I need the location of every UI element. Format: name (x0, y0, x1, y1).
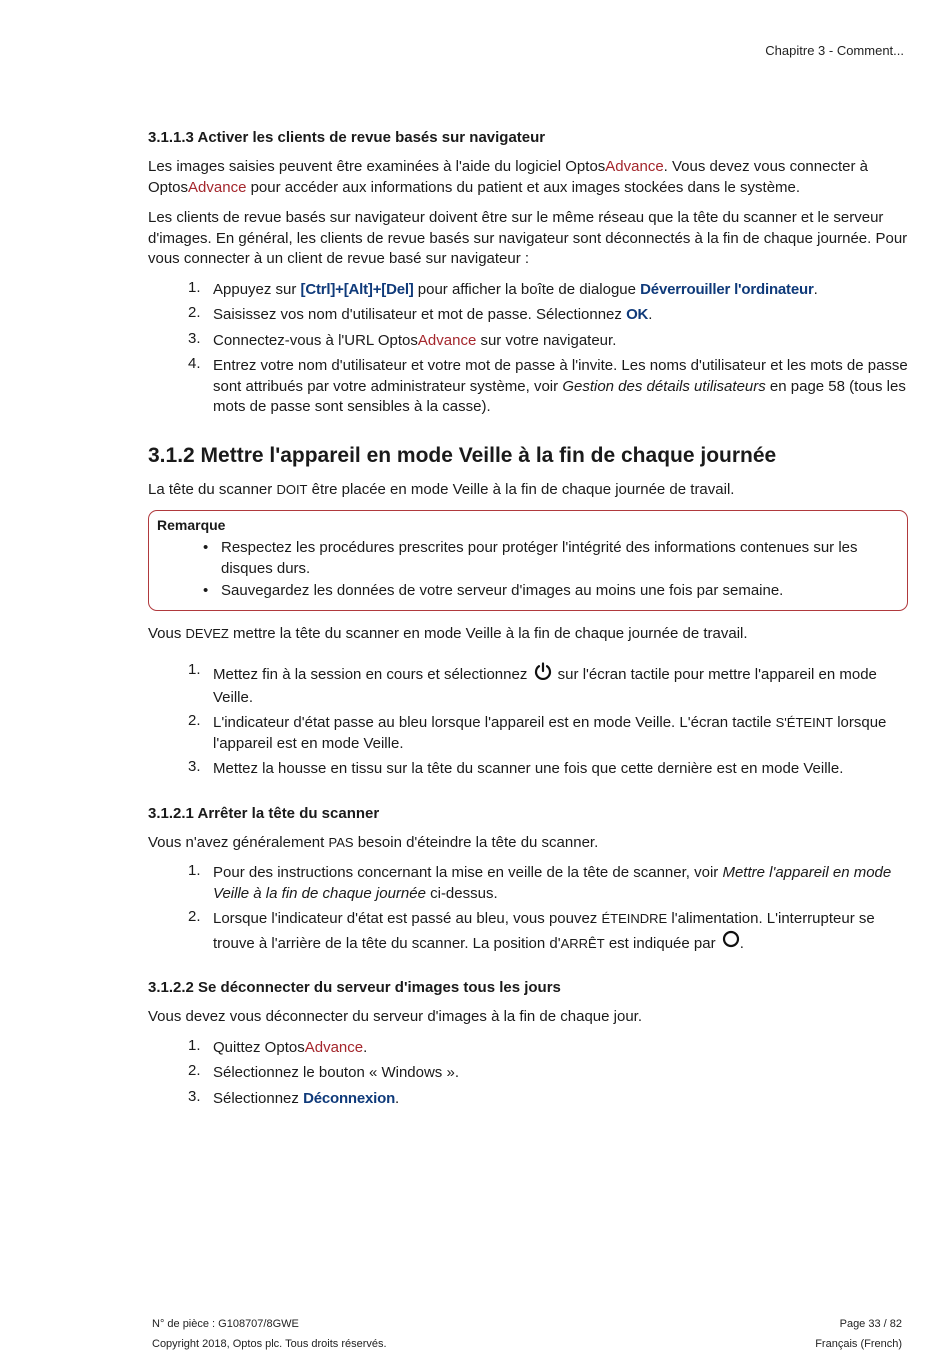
list-item: 4. Entrez votre nom d'utilisateur et votre mot de passe à l'invite. Les noms d'utilisateur et les mots de passe sont attribués par votre administrateur système, voir Gestion des détails utilisateurs en page 58 (tous les mots de passe sont sensibles à la casse). (188, 355, 908, 415)
part-number: N° de pièce : G108707/8GWE (152, 1318, 299, 1330)
section-heading-3-1-2: 3.1.2 Mettre l'appareil en mode Veille à la fin de chaque journée (148, 443, 777, 467)
section-heading-3-1-2-2: 3.1.2.2 Se déconnecter du serveur d'images tous les jours (148, 979, 561, 996)
paragraph: La tête du scanner DOIT être placée en mode Veille à la fin de chaque journée de travail. (148, 480, 735, 498)
list-item: 2. L'indicateur d'état passe au bleu lorsque l'appareil est en mode Veille. L'écran tactile S'ÉTEINT lorsque l'appareil est en mode Veille. (188, 712, 887, 752)
list-item: 2. Lorsque l'indicateur d'état est passé au bleu, vous pouvez ÉTEINDRE l'alimentation. L'interrupteur se trouve à l'arrière de la tête du scanner. La position d'ARRÊT est indiquée par . (148, 909, 908, 954)
dialog-label: Déverrouiller l'ordinateur (640, 280, 814, 298)
list-item: 1. Pour des instructions concernant la mise en veille de la tête de scanner, voir Mettre l'appareil en mode Veille à la fin de chaque journée ci-dessus. (188, 862, 892, 902)
page-number: Page 33 / 82 (839, 1318, 902, 1330)
paragraph: Les images saisies peuvent être examinées à l'aide du logiciel OptosAdvance. Vous devez vous connecter à OptosAdvance pour accéder aux informations du patient et aux images stockées dans le système. (148, 158, 868, 196)
list-item: 2. Sélectionnez le bouton « Windows ». (188, 1062, 459, 1081)
steps-list (148, 863, 908, 954)
list-item: 1. Quittez OptosAdvance. (188, 1036, 368, 1056)
list-item: 3. Mettez la housse en tissu sur la tête du scanner une fois que cette dernière est en mode Veille. (188, 758, 844, 777)
running-head: Chapitre 3 - Comment... (765, 43, 904, 58)
paragraph: Vous n'avez généralement PAS besoin d'éteindre la tête du scanner. (148, 833, 599, 851)
off-circle-icon (722, 930, 740, 955)
paragraph: Vous DEVEZ mettre la tête du scanner en mode Veille à la fin de chaque journée de travail. (148, 624, 748, 642)
section-heading-3-1-1-3: 3.1.1.3 Activer les clients de revue basés sur navigateur (148, 129, 546, 146)
language: Français (French) (815, 1338, 902, 1350)
list-item: 3. Connectez-vous à l'URL OptosAdvance sur votre navigateur. (188, 329, 617, 349)
note-list (157, 538, 899, 602)
steps-list (148, 1038, 908, 1110)
page-content (148, 128, 908, 1119)
list-item: • Sauvegardez les données de votre serveur d'images au moins une fois par semaine. (203, 582, 784, 599)
note-title: Remarque (157, 517, 226, 533)
keys-label: [Ctrl]+[Alt]+[Del] (300, 280, 414, 298)
list-item: 2. Saisissez vos nom d'utilisateur et mot de passe. Sélectionnez OK. (188, 304, 653, 323)
cross-reference-link[interactable]: Mettre l'appareil en mode Veille à la fin de chaque journée (213, 864, 892, 902)
ok-label: OK (626, 306, 649, 323)
list-item: 1. Mettez fin à la session en cours et sélectionnez sur l'écran tactile pour mettre l'appareil en mode Veille. (188, 661, 877, 706)
list-item: 1. Appuyez sur [Ctrl]+[Alt]+[Del] pour afficher la boîte de dialogue Déverrouiller l'ordinateur. (188, 278, 818, 298)
copyright: Copyright 2018, Optos plc. Tous droits réservés. (152, 1338, 387, 1350)
note-box (148, 510, 908, 611)
steps-list (148, 280, 908, 418)
cross-reference-link[interactable]: Gestion des détails utilisateurs (562, 377, 766, 395)
logout-label: Déconnexion (303, 1089, 396, 1107)
paragraph: Les clients de revue basés sur navigateur doivent être sur le même réseau que la tête du scanner et le serveur d'images. En général, les clients de revue basés sur navigateur sont déconnectés à la fin de chaque journée. Pour vous connecter à un client de revue basé sur navigateur : (148, 209, 908, 267)
list-item: • Respectez les procédures prescrites pour protéger l'intégrité des informations contenues sur les disques durs. (203, 539, 858, 577)
section-heading-3-1-2-1: 3.1.2.1 Arrêter la tête du scanner (148, 804, 380, 822)
steps-list (148, 662, 908, 780)
paragraph: Vous devez vous déconnecter du serveur d'images à la fin de chaque jour. (148, 1008, 643, 1025)
list-item: 3. Sélectionnez Déconnexion. (188, 1087, 400, 1107)
power-icon (534, 662, 552, 688)
